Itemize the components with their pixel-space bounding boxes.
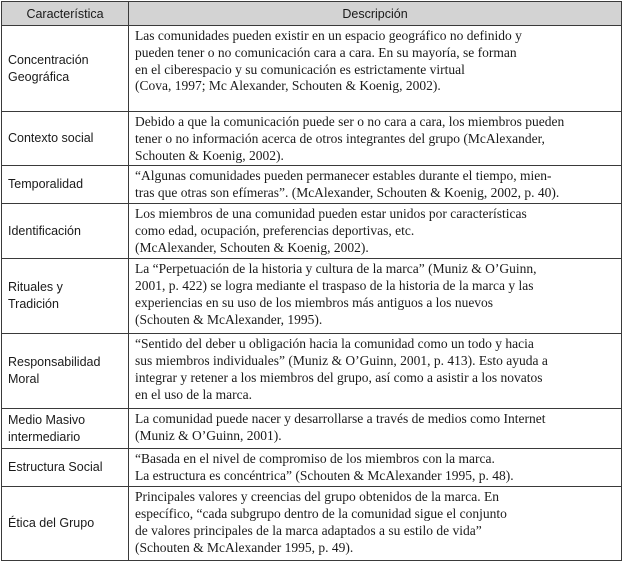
description-line: en el ciberespacio y su comunicación es estrictamente virtual xyxy=(135,61,465,77)
table-row xyxy=(2,487,622,561)
description-line: Schouten & Koenig, 2002). xyxy=(135,147,284,163)
description-line: (Schouten & McAlexander, 1995). xyxy=(135,311,323,327)
description-line: en el uso de la marca. xyxy=(135,386,252,402)
feature-line: Responsabilidad xyxy=(8,355,101,370)
feature-line: Estructura Social xyxy=(8,460,103,475)
table-row xyxy=(2,334,622,409)
description-line: pueden tener o no comunicación cara a cara. En su mayoría, se forman xyxy=(135,44,517,60)
feature-cell xyxy=(2,449,129,487)
feature-cell xyxy=(2,487,129,561)
description-line: La “Perpetuación de la historia y cultura de la marca” (Muniz & O’Guinn, xyxy=(135,261,537,277)
feature-line: Rituales y xyxy=(8,280,63,295)
description-line: “Algunas comunidades pueden permanecer estables durante el tiempo, mien- xyxy=(135,168,552,184)
description-cell xyxy=(129,112,622,166)
description-line: sus miembros individuales” (Muniz & O’Guinn, 2001, p. 413). Esto ayuda a xyxy=(135,353,548,369)
feature-line: Tradición xyxy=(8,297,59,312)
description-cell xyxy=(129,409,622,449)
feature-line: Concentración xyxy=(8,52,89,67)
description-cell xyxy=(129,259,622,334)
feature-line: Identificación xyxy=(8,223,81,238)
feature-line: Moral xyxy=(8,372,40,387)
table-row xyxy=(2,166,622,204)
description-line: como edad, ocupación, preferencias deportivas, etc. xyxy=(135,223,415,239)
description-cell xyxy=(129,487,622,561)
feature-cell xyxy=(2,409,129,449)
description-line: (Schouten & McAlexander 1995, p. 49). xyxy=(135,539,354,555)
description-line: (Muniz & O’Guinn, 2001). xyxy=(135,428,282,444)
header-row xyxy=(2,2,622,26)
feature-line: Ética del Grupo xyxy=(8,516,95,531)
table-row xyxy=(2,26,622,112)
description-line: Debido a que la comunicación puede ser o no cara a cara, los miembros pueden xyxy=(135,114,565,129)
table-row xyxy=(2,409,622,449)
feature-cell xyxy=(2,259,129,334)
description-line: “Sentido del deber u obligación hacia la comunidad como un todo y hacia xyxy=(135,336,534,352)
description-line: (McAlexander, Schouten & Koenig, 2002). xyxy=(135,239,369,255)
description-line: Los miembros de una comunidad pueden estar unidos por características xyxy=(135,206,527,222)
header-description: Descripción xyxy=(129,2,622,26)
description-line: tener o no información acerca de otros integrantes del grupo (McAlexander, xyxy=(135,130,545,146)
description-cell xyxy=(129,26,622,112)
description-line: (Cova, 1997; Mc Alexander, Schouten & Koenig, 2002). xyxy=(135,78,441,94)
feature-line: Medio Masivo xyxy=(8,412,86,427)
description-line: Principales valores y creencias del grupo obtenidos de la marca. En xyxy=(135,489,499,505)
feature-cell xyxy=(2,26,129,112)
table-row xyxy=(2,112,622,166)
feature-line: Geográfica xyxy=(8,69,70,84)
description-cell xyxy=(129,449,622,487)
description-line: La estructura es concéntrica” (Schouten & McAlexander 1995, p. 48). xyxy=(135,468,514,484)
description-cell xyxy=(129,166,622,204)
description-line: específico, “cada subgrupo dentro de la comunidad sigue el conjunto xyxy=(135,506,507,522)
description-line: de valores principales de la marca adaptados a su estilo de vida” xyxy=(135,522,482,538)
feature-line: Contexto social xyxy=(8,131,94,146)
feature-cell xyxy=(2,334,129,409)
feature-line: Temporalidad xyxy=(8,177,84,192)
description-cell xyxy=(129,204,622,259)
description-cell xyxy=(129,334,622,409)
description-line: La comunidad puede nacer y desarrollarse a través de medios como Internet xyxy=(135,411,546,427)
description-line: tras que otras son efímeras”. (McAlexander, Schouten & Koenig, 2002, p. 40). xyxy=(135,185,560,201)
header-characteristic: Característica xyxy=(2,2,129,26)
characteristics-table xyxy=(1,1,622,561)
table-row xyxy=(2,449,622,487)
description-line: experiencias en su uso de los miembros más antiguos a los nuevos xyxy=(135,294,494,310)
table-row xyxy=(2,204,622,259)
table-row xyxy=(2,259,622,334)
feature-cell xyxy=(2,166,129,204)
description-line: “Basada en el nivel de compromiso de los miembros con la marca. xyxy=(135,451,495,467)
feature-cell xyxy=(2,204,129,259)
description-line: 2001, p. 422) se logra mediante el traspaso de la historia de la marca y las xyxy=(135,278,534,294)
feature-line: intermediario xyxy=(8,429,81,444)
feature-cell xyxy=(2,112,129,166)
description-line: integrar y retener a los miembros del grupo, así como a asistir a los novatos xyxy=(135,369,543,385)
description-line: Las comunidades pueden existir en un espacio geográfico no definido y xyxy=(135,28,522,43)
